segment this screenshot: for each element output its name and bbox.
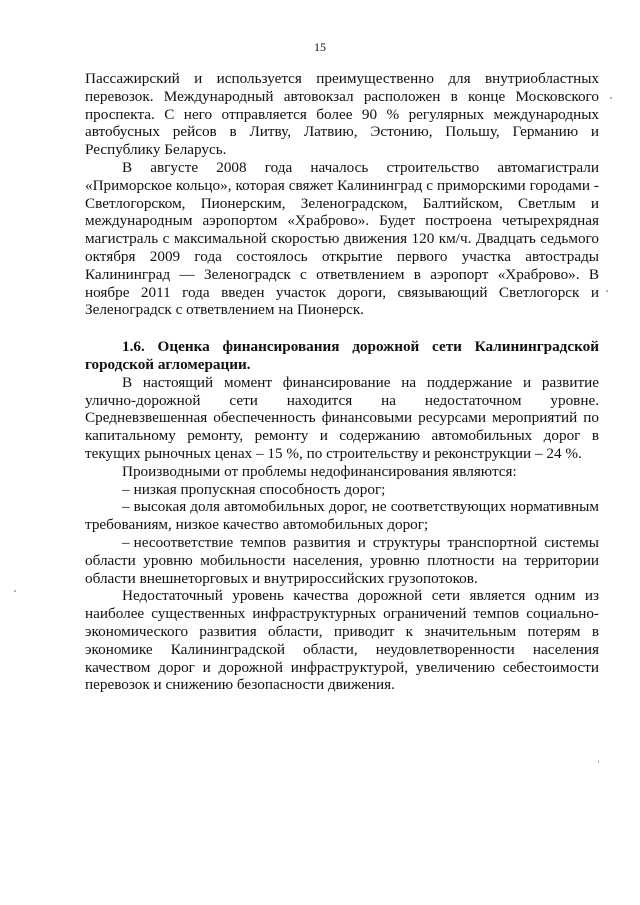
section-heading: 1.6. Оценка финансирования дорожной сети Калининградской городской агломерации.: [85, 338, 599, 373]
list-item-text: несоответствие темпов развития и структуры транспортной системы области уровню мобильности населения, уровню плотности на территории области внешнеторговых и внутрироссийских грузопотоков.: [85, 533, 599, 587]
list-item-text: высокая доля автомобильных дорог, не соответствующих нормативным требованиям, низкое качество автомобильных дорог;: [85, 498, 599, 534]
paragraph-bus-station: Пассажирский и используется преимущественно для внутриобластных перевозок. Международный автовокзал расположен в конце Московского проспекта. С него отправляется более 90 % регулярных международных автобусных рейсов в Литву, Латвию, Эстонию, Польшу, Германию и Республику Беларусь.: [85, 70, 599, 159]
list-item-transport-mismatch: [85, 534, 599, 587]
paragraph-financing-level: В настоящий момент финансирование на поддержание и развитие улично-дорожной сети находится на недостаточном уровне. Средневзвешенная обеспеченность финансовыми ресурсами мероприятий по капитальному ремонту, ремонту и содержанию автомобильных дорог в текущих рыночных ценах – 15 %, по строительству и реконструкции – 24 %.: [85, 373, 599, 462]
list-item-text: низкая пропускная способность дорог;: [133, 480, 386, 498]
scan-speck: [598, 760, 599, 763]
scan-speck: [14, 590, 16, 592]
paragraph-primorskoe-ring: В августе 2008 года началось строительство автомагистрали «Приморское кольцо», которая свяжет Калининград с приморскими городами - Светлогорском, Пионерским, Зеленоградском, Балтийском, Светлым и международным аэропортом «Храброво». Будет построена четырехрядная магистраль с максимальной скоростью движения 120 км/ч. Двадцать седьмого октября 2009 года состоялось открытие первого участка автострады Калининград — Зеленоградск с ответвлением в аэропорт «Храброво». В ноябре 2011 года введен участок дороги, связывающий Светлогорск и Зеленоградск с ответвлением на Пионерск.: [85, 158, 599, 319]
page-content: [85, 70, 599, 694]
paragraph-conclusion: Недостаточный уровень качества дорожной сети является одним из наиболее существенных инфраструктурных ограничений темпов социально-экономического развития области, приводит к значительным потерям в экономике Калининградской области, неудовлетворенности населения качеством дорог и дорожной инфраструктурой, увеличению себестоимости перевозок и снижению безопасности движения.: [85, 587, 599, 694]
list-item-capacity: [85, 481, 599, 499]
list-dash: –: [122, 498, 130, 516]
scan-speck: [606, 290, 608, 292]
page-number: 15: [314, 40, 326, 54]
list-dash: –: [122, 533, 130, 551]
scan-speck: [610, 97, 612, 99]
list-item-road-quality: [85, 498, 599, 534]
paragraph-underfunding-intro: Производными от проблемы недофинансирования являются:: [122, 462, 517, 480]
list-dash: –: [122, 480, 130, 498]
